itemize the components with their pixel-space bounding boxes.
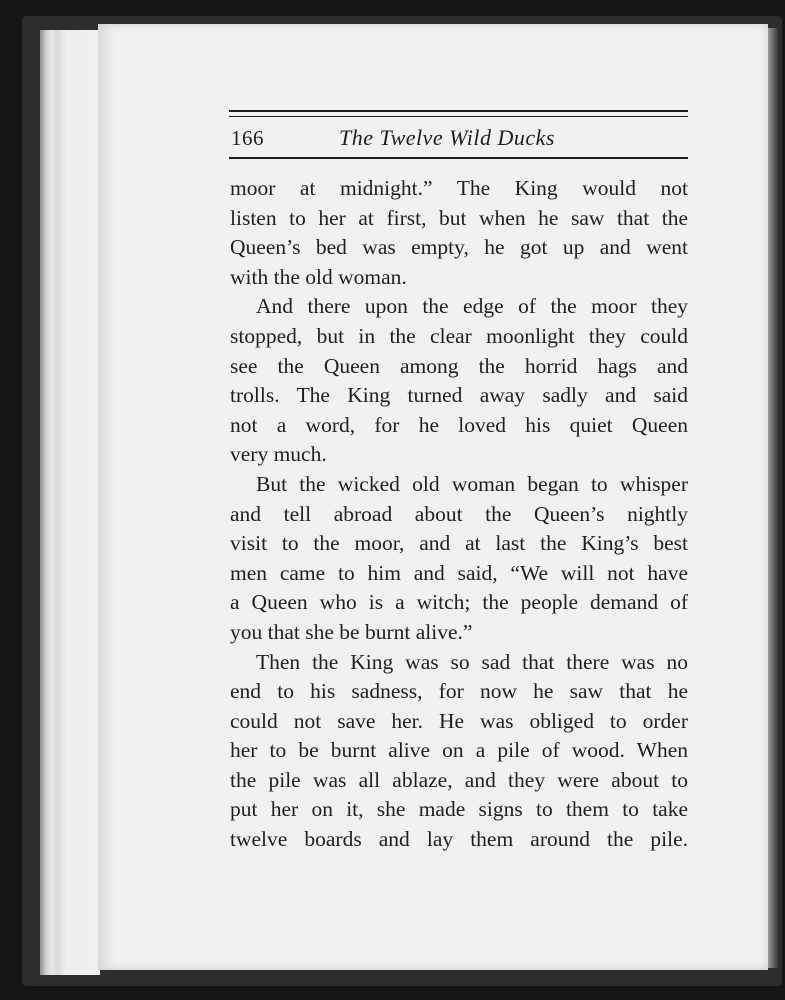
- text-line: Queen’s bed was empty, he got up and went: [230, 235, 688, 260]
- text-line: And there upon the edge of the moor they: [256, 294, 688, 319]
- text-line: not a word, for he loved his quiet Queen: [230, 412, 688, 437]
- text-line: the pile was all ablaze, and they were about to: [230, 767, 688, 792]
- text-line: end to his sadness, for now he saw that he: [230, 679, 688, 704]
- text-line: her to be burnt alive on a pile of wood. When: [230, 738, 688, 763]
- text-line: could not save her. He was obliged to order: [230, 708, 688, 733]
- text-line: you that she be burnt alive.”: [230, 619, 473, 644]
- header-rule-top-thin: [229, 116, 688, 117]
- text-line: twelve boards and lay them around the pile.: [230, 827, 688, 852]
- text-line: and tell abroad about the Queen’s nightly: [230, 501, 688, 526]
- text-line: Then the King was so sad that there was no: [256, 649, 688, 674]
- page-edges: [40, 30, 100, 975]
- page-number: 166: [231, 126, 264, 150]
- text-line: see the Queen among the horrid hags and: [230, 353, 688, 378]
- header-rule-top: [229, 110, 688, 112]
- text-line: with the old woman.: [230, 264, 407, 289]
- text-line: men came to him and said, “We will not have: [230, 560, 688, 585]
- running-header: [229, 124, 688, 156]
- text-line: But the wicked old woman began to whisper: [256, 471, 688, 496]
- text-line: stopped, but in the clear moonlight they could: [230, 323, 688, 348]
- body-text: [230, 174, 688, 855]
- header-rule-bottom: [229, 157, 688, 159]
- text-line: listen to her at first, but when he saw that the: [230, 205, 688, 230]
- text-line: moor at midnight.” The King would not: [230, 176, 688, 200]
- page-gutter-shadow: [768, 28, 778, 968]
- text-line: visit to the moor, and at last the King’s best: [230, 531, 688, 556]
- text-line: a Queen who is a witch; the people demand of: [230, 590, 688, 615]
- text-line: put her on it, she made signs to them to take: [230, 797, 688, 822]
- running-title: The Twelve Wild Ducks: [339, 125, 555, 150]
- text-line: very much.: [230, 442, 327, 467]
- text-line: trolls. The King turned away sadly and said: [230, 383, 688, 408]
